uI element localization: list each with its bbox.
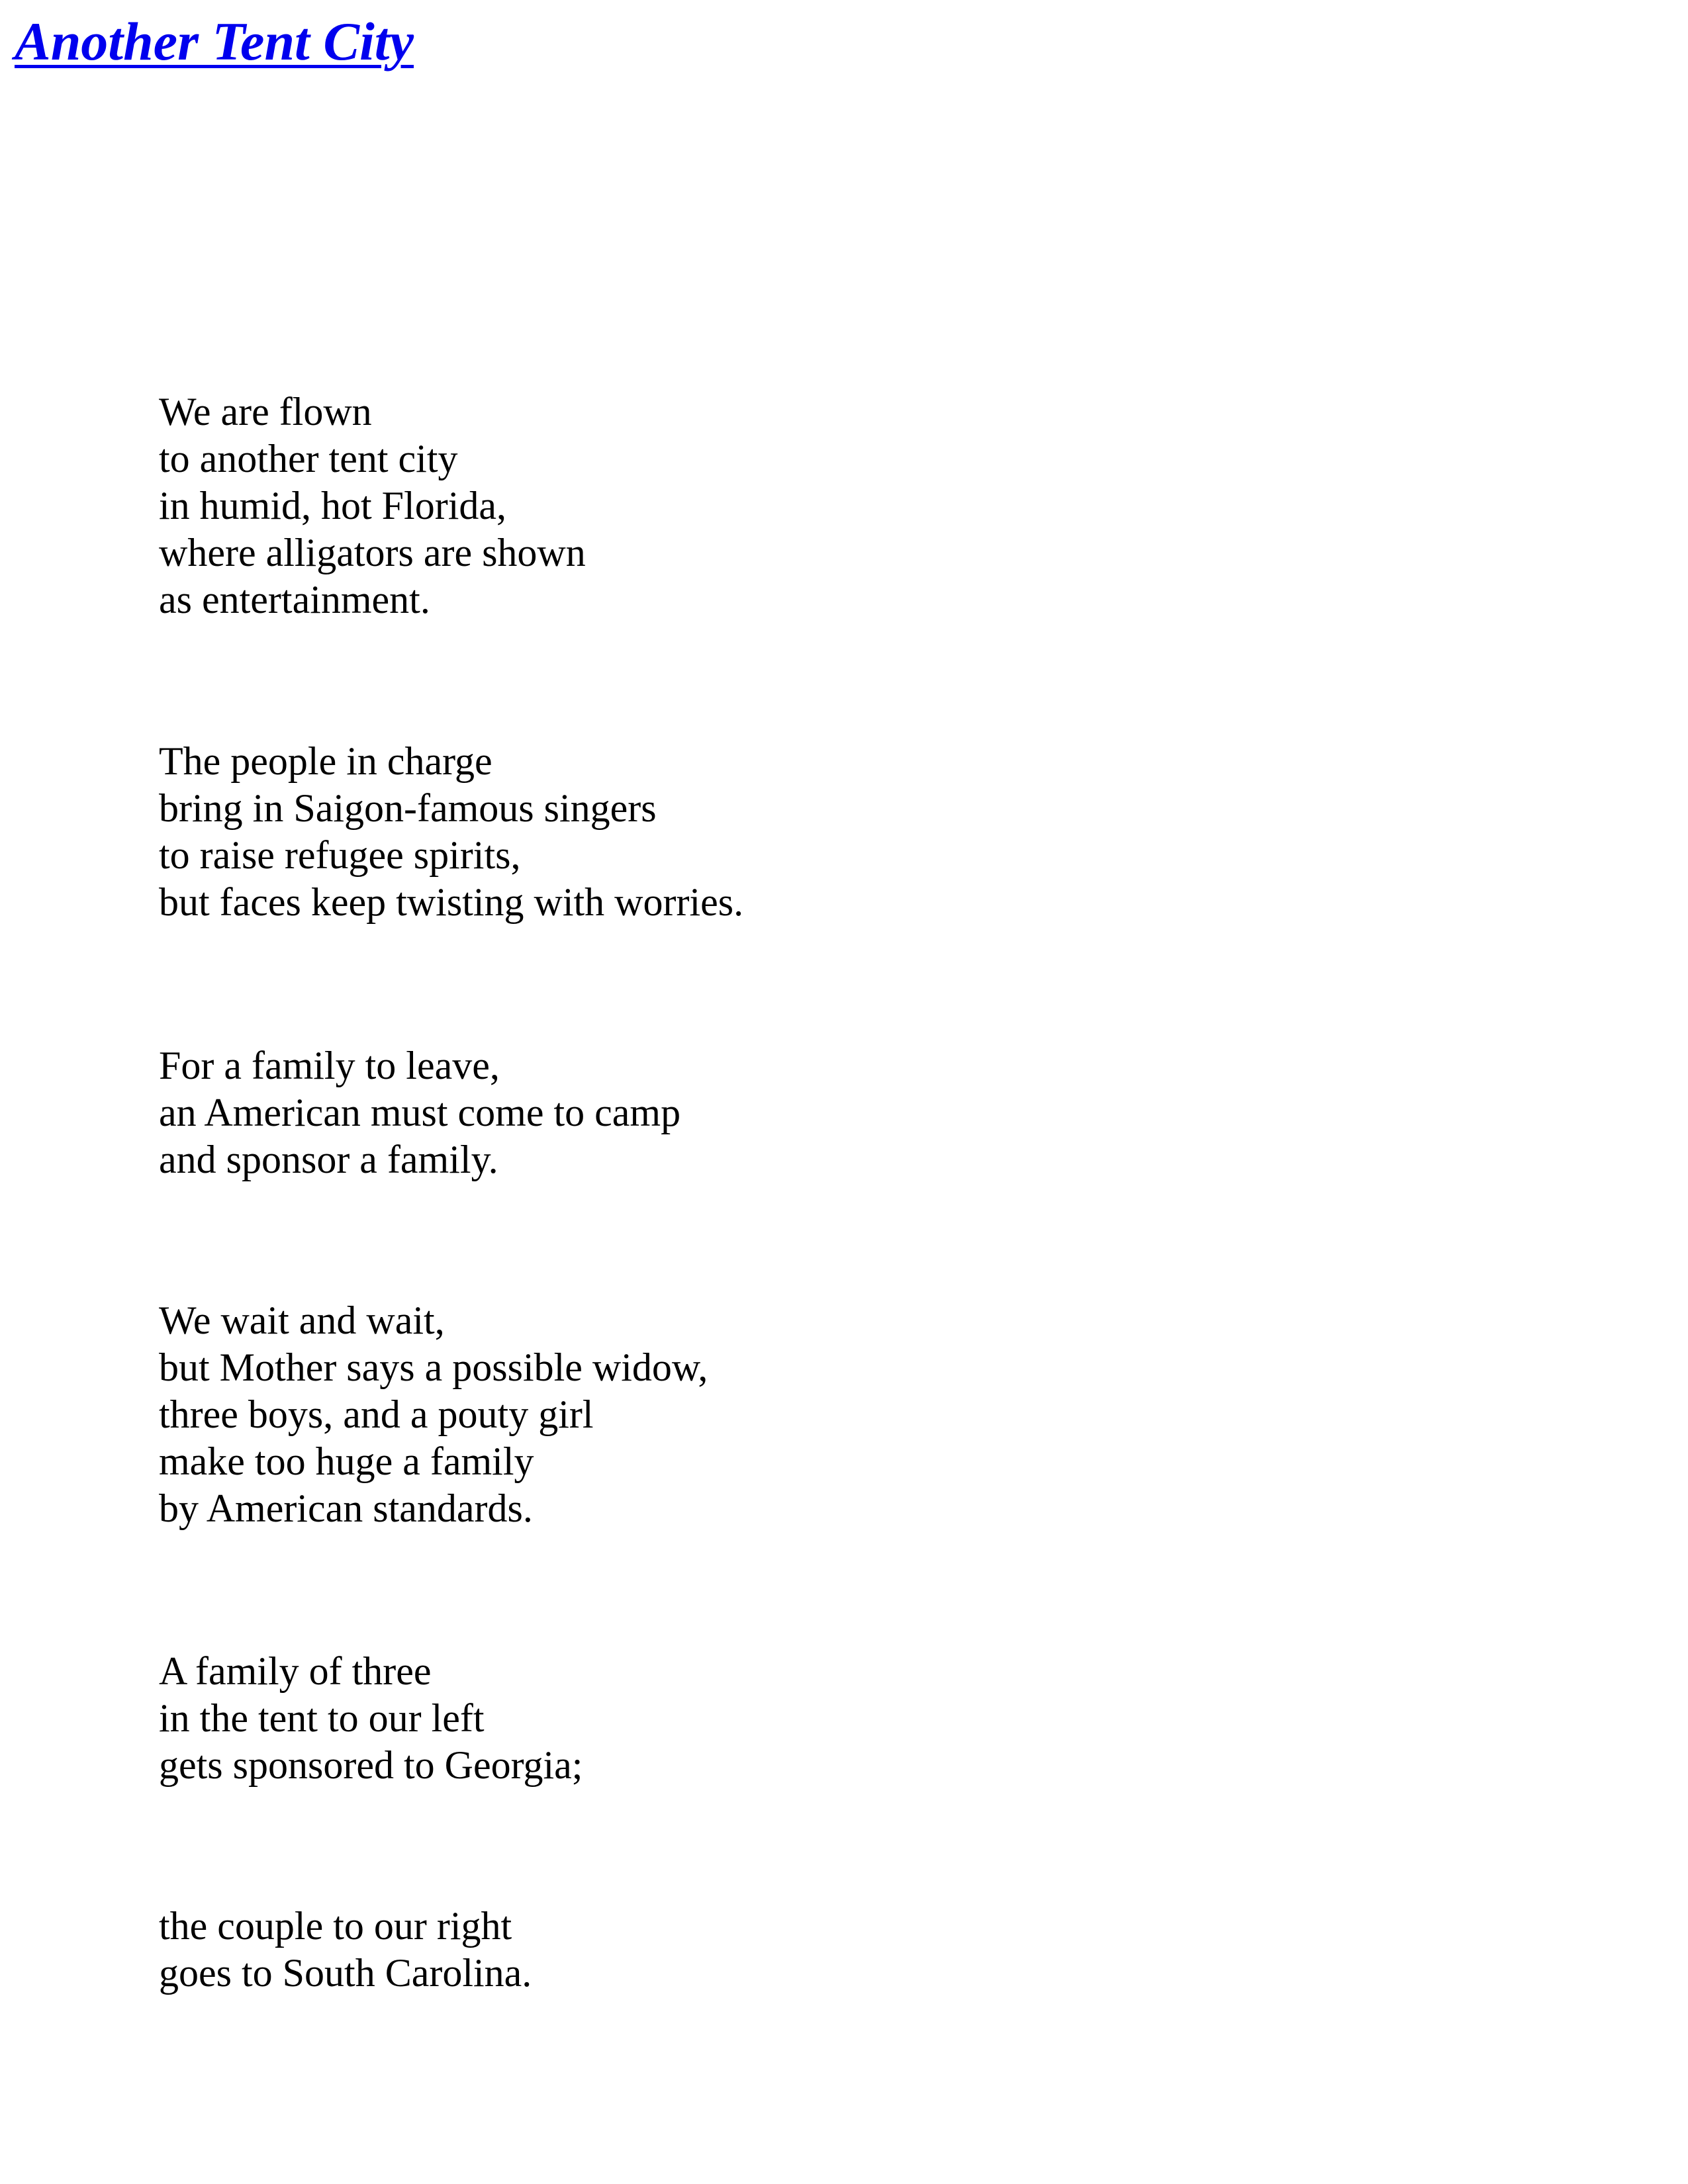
stanza-1 <box>159 388 586 623</box>
stanza-2 <box>159 738 743 926</box>
poem-line: goes to South Carolina. <box>159 1951 532 1995</box>
poem-line: gets sponsored to Georgia; <box>159 1743 583 1787</box>
poem-line: to another tent city <box>159 437 458 480</box>
poem-line: to raise refugee spirits, <box>159 833 521 877</box>
poem-line: bring in Saigon-famous singers <box>159 786 657 830</box>
poem-line: but faces keep twisting with worries. <box>159 880 744 924</box>
poem-line: as entertainment. <box>159 578 430 621</box>
poem-line: but Mother says a possible widow, <box>159 1345 708 1389</box>
poem-line: make too huge a family <box>159 1439 534 1483</box>
stanza-6 <box>159 1903 532 1997</box>
poem-line: an American must come to camp <box>159 1091 681 1134</box>
poem-line: For a family to leave, <box>159 1044 500 1087</box>
poem-line: The people in charge <box>159 739 492 783</box>
stanza-4 <box>159 1297 708 1532</box>
poem-line: and sponsor a family. <box>159 1138 498 1181</box>
poem-line: the couple to our right <box>159 1904 512 1948</box>
poem-line: in the tent to our left <box>159 1696 485 1740</box>
poem-line: We are flown <box>159 390 372 433</box>
poem-line: A family of three <box>159 1649 432 1693</box>
poem-line: three boys, and a pouty girl <box>159 1392 594 1436</box>
stanza-3 <box>159 1042 680 1183</box>
poem-line: We wait and wait, <box>159 1298 445 1342</box>
poem-line: where alligators are shown <box>159 531 586 574</box>
poem-line: by American standards. <box>159 1486 533 1530</box>
page-title-link[interactable]: Another Tent City <box>15 11 414 71</box>
stanza-5 <box>159 1648 583 1789</box>
poem-line: in humid, hot Florida, <box>159 484 506 527</box>
